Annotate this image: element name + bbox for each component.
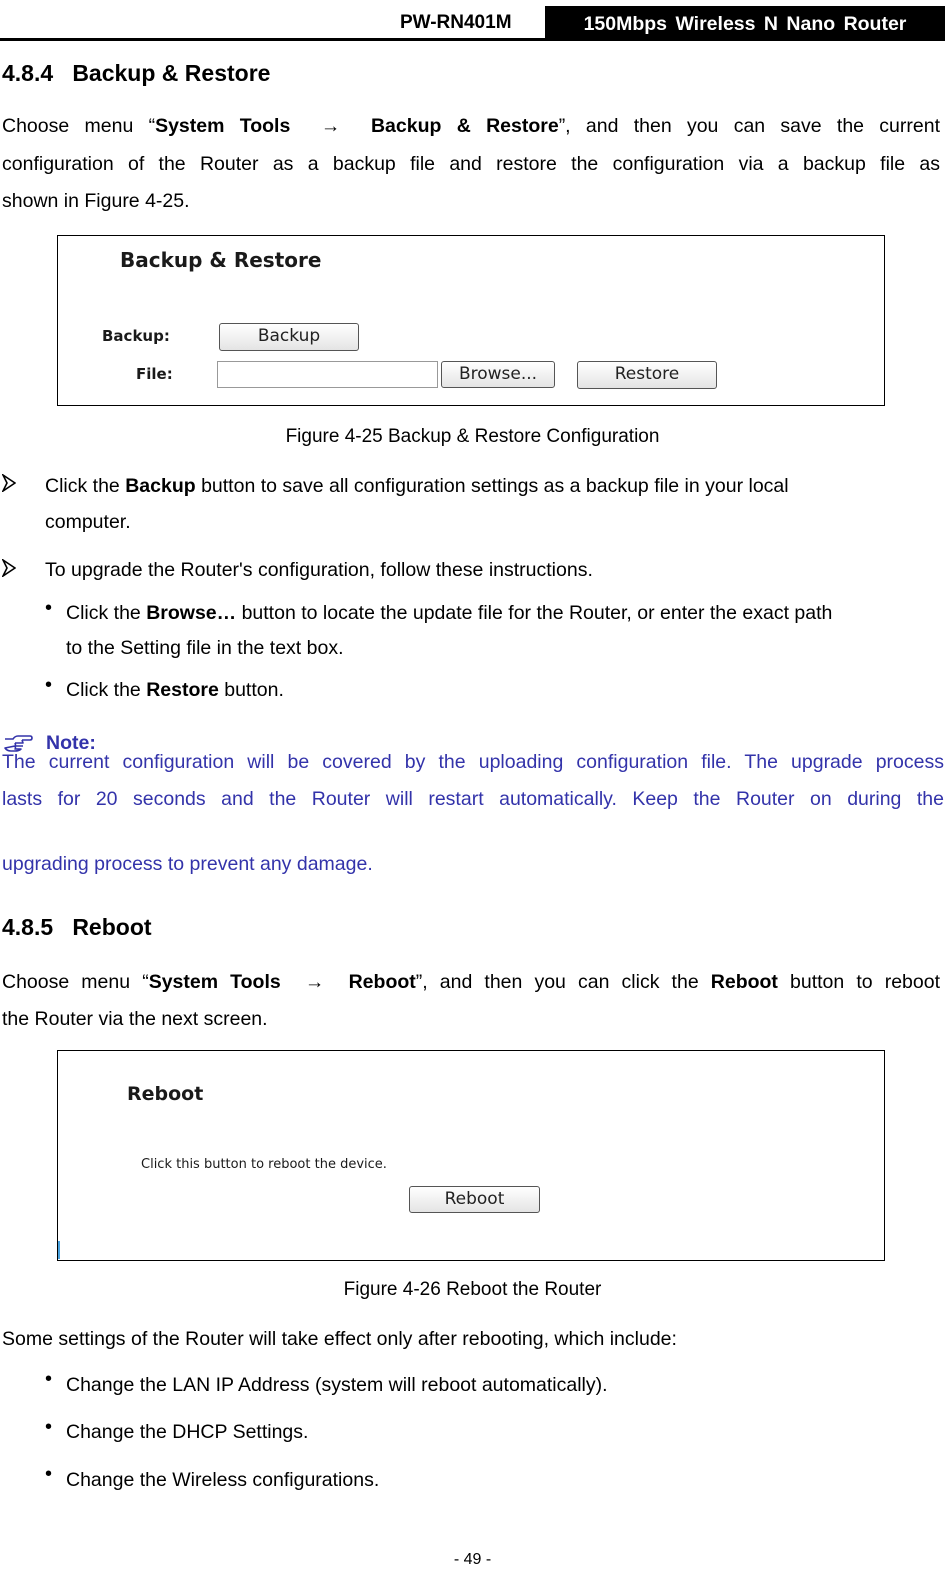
bullet-dot-icon: •	[45, 1463, 53, 1485]
sub-bullet-browse: Click the Browse… button to locate the update file for the Router, or enter the exact path	[66, 602, 833, 624]
reboot-button[interactable]: Reboot	[409, 1186, 540, 1213]
header-rule	[0, 38, 945, 41]
after-intro: Some settings of the Router will take effect only after rebooting, which include:	[2, 1328, 677, 1350]
backup-label: Backup:	[102, 327, 170, 345]
list-item: Change the Wireless configurations.	[66, 1469, 380, 1491]
section-heading-backup-restore: 4.8.4 Backup & Restore	[2, 60, 271, 86]
header-model: PW-RN401M	[400, 12, 512, 33]
note-line-1: The current configuration will be covered by the uploading configuration file. The upgrade process	[2, 751, 944, 773]
file-label: File:	[136, 365, 173, 383]
header-product: 150Mbps Wireless N Nano Router	[545, 6, 945, 39]
scroll-marker	[58, 1241, 60, 1259]
reboot-instruction: Click this button to reboot the device.	[141, 1157, 387, 1172]
restore-button[interactable]: Restore	[577, 361, 717, 389]
file-input[interactable]	[217, 361, 438, 388]
page-number: - 49 -	[453, 1551, 492, 1568]
bullet-dot-icon: •	[45, 1368, 53, 1390]
list-item: Change the LAN IP Address (system will reboot automatically).	[66, 1374, 608, 1396]
figure-backup-restore	[57, 235, 885, 406]
figure-title: Backup & Restore	[120, 248, 322, 272]
reboot-intro-line-1: Choose menu “System Tools → Reboot”, and then you can click the Reboot button to reboot	[2, 971, 940, 993]
backup-button[interactable]: Backup	[219, 323, 359, 351]
section-heading-reboot: 4.8.5 Reboot	[2, 914, 152, 940]
intro-line-3: shown in Figure 4-25.	[2, 190, 190, 212]
sub-bullet-restore: Click the Restore button.	[66, 679, 284, 701]
note-label: Note:	[46, 732, 96, 754]
bullet-dot-icon: •	[45, 674, 53, 696]
browse-button[interactable]: Browse...	[441, 361, 555, 388]
bullet-arrow-icon	[2, 559, 16, 582]
note-line-3: upgrading process to prevent any damage.	[2, 853, 373, 875]
intro-line-2: configuration of the Router as a backup file and restore the configuration via a backup file as	[2, 153, 940, 175]
figure-reboot	[57, 1050, 885, 1261]
bullet-backup: Click the Backup button to save all configuration settings as a backup file in your local	[45, 475, 789, 497]
figure-caption-25: Figure 4-25 Backup & Restore Configuration	[285, 426, 660, 447]
figure-title: Reboot	[127, 1083, 204, 1105]
sub-bullet-browse-line2: to the Setting file in the text box.	[66, 637, 344, 659]
bullet-dot-icon: •	[45, 1416, 53, 1438]
bullet-arrow-icon	[2, 474, 16, 497]
figure-caption-26: Figure 4-26 Reboot the Router	[343, 1279, 602, 1300]
list-item: Change the DHCP Settings.	[66, 1421, 309, 1443]
intro-line-1: Choose menu “System Tools → Backup & Restore”, and then you can save the current	[2, 115, 940, 137]
bullet-dot-icon: •	[45, 597, 53, 619]
note-line-2: lasts for 20 seconds and the Router will restart automatically. Keep the Router on during the	[2, 788, 944, 810]
reboot-intro-line-2: the Router via the next screen.	[2, 1008, 268, 1030]
bullet-upgrade: To upgrade the Router's configuration, follow these instructions.	[45, 559, 593, 581]
bullet-backup-line2: computer.	[45, 511, 131, 533]
